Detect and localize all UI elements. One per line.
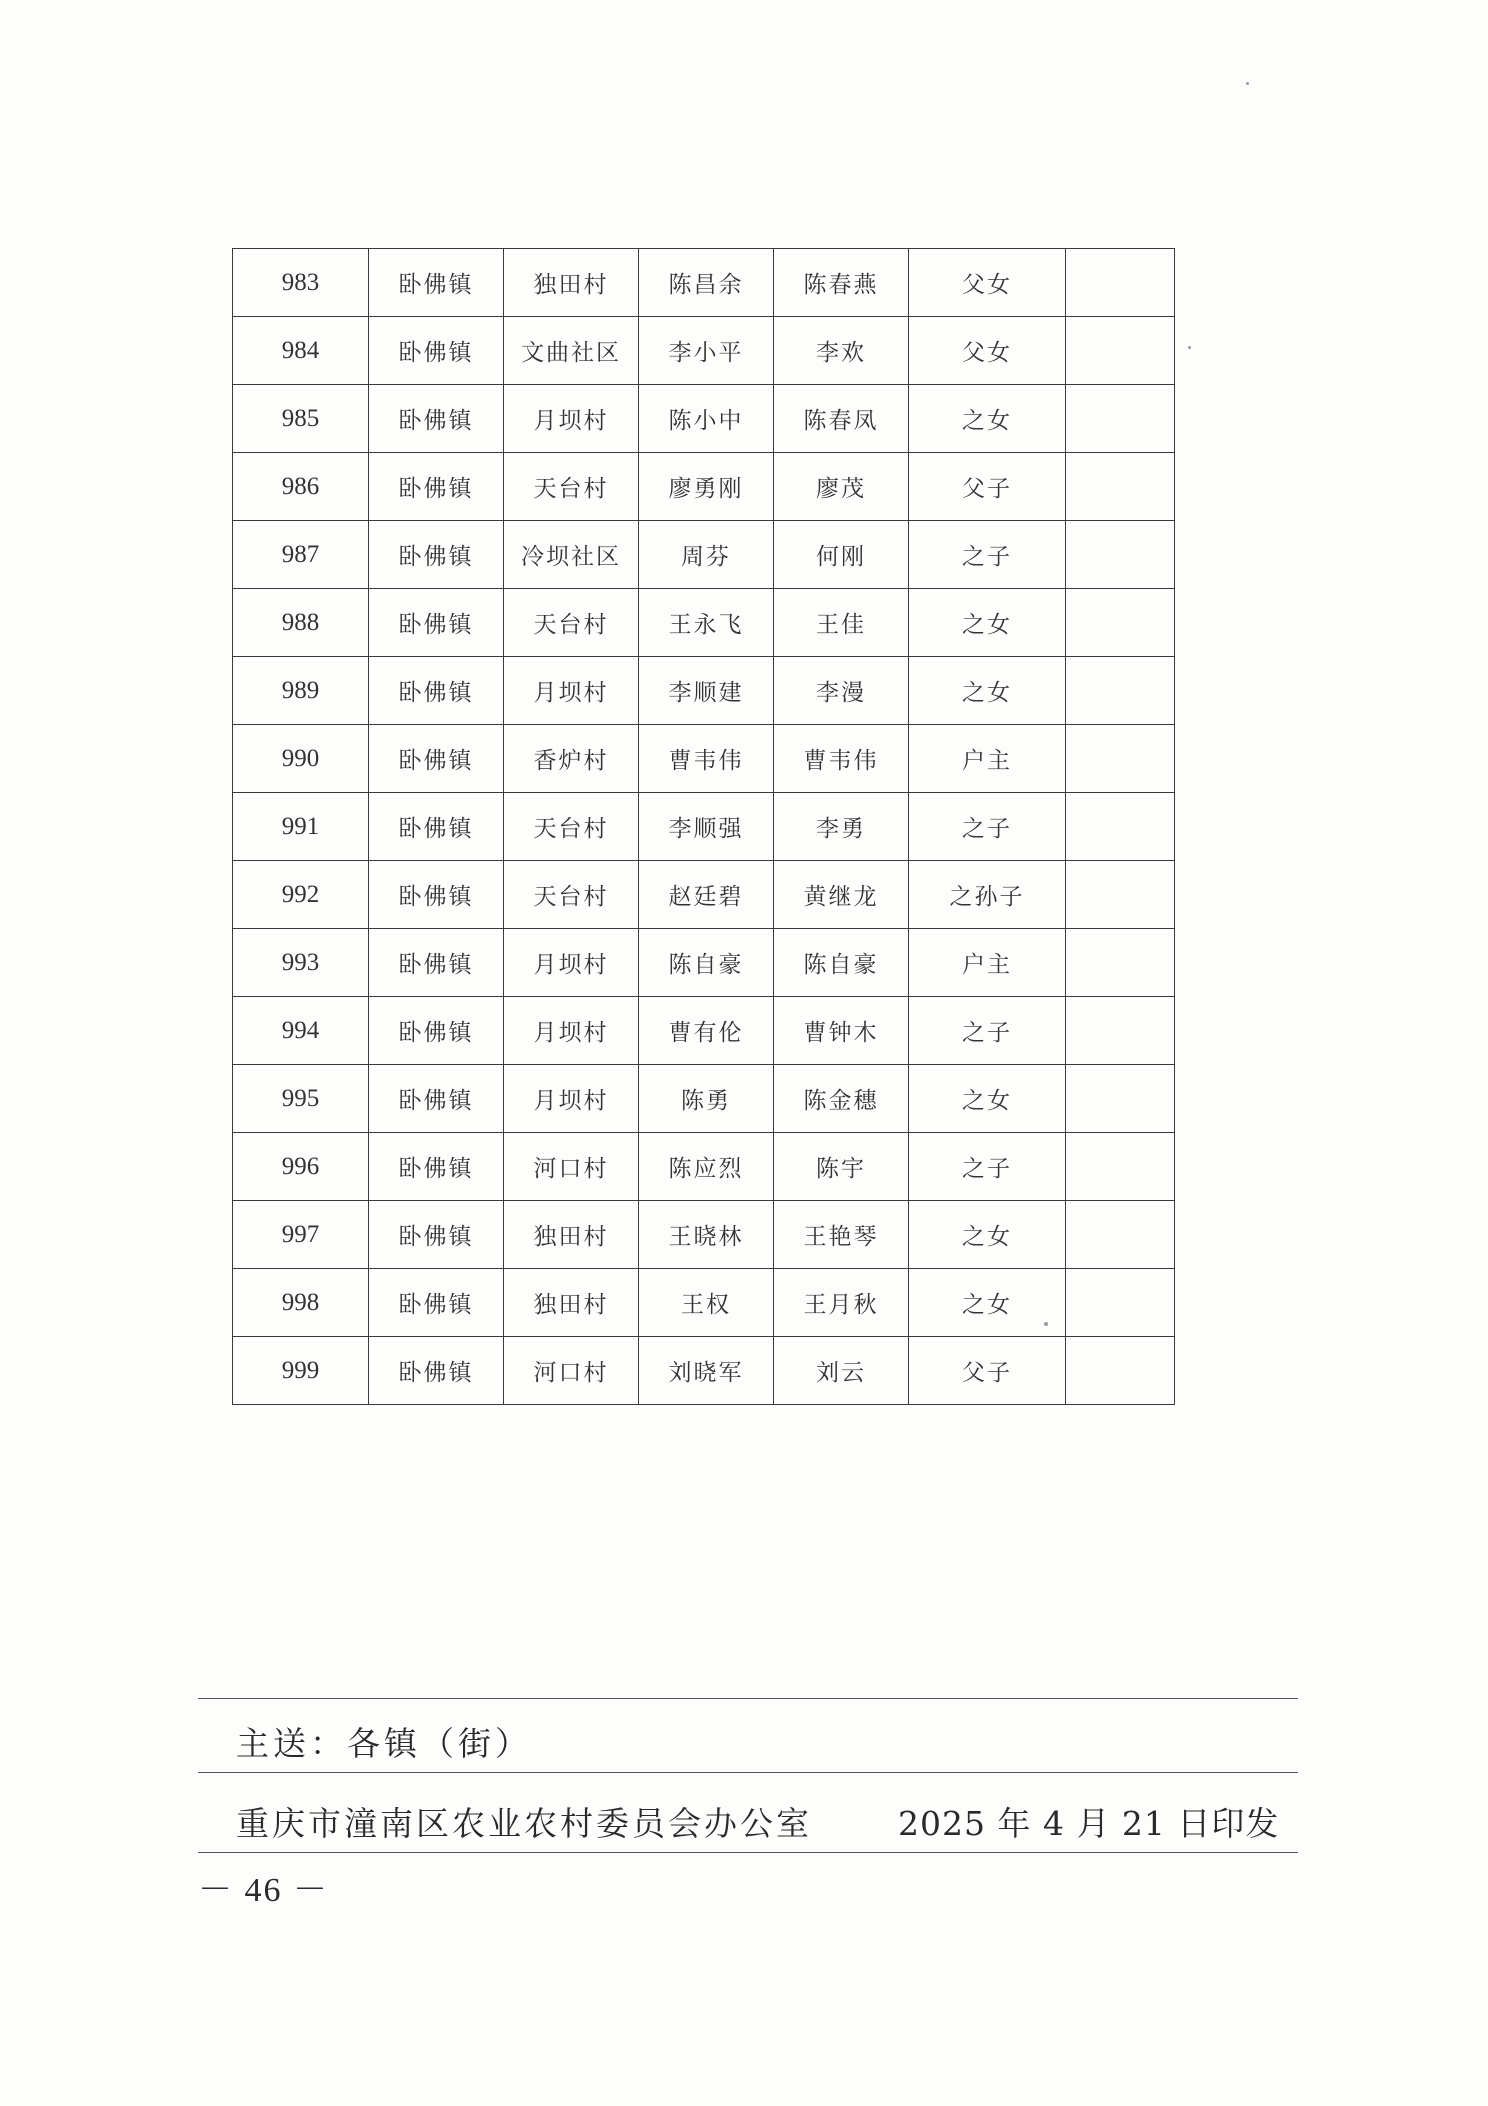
row-number-cell: 998 <box>233 1269 369 1337</box>
table-cell: 冷坝社区 <box>504 521 639 589</box>
table-cell: 曹韦伟 <box>774 725 909 793</box>
table-row <box>233 1337 1175 1405</box>
table-cell: 之孙子 <box>909 861 1066 929</box>
table-row <box>233 385 1175 453</box>
table-cell <box>1066 589 1175 657</box>
table-cell: 卧佛镇 <box>369 1337 504 1405</box>
table-row <box>233 1201 1175 1269</box>
table-cell: 天台村 <box>504 861 639 929</box>
table-cell: 卧佛镇 <box>369 1201 504 1269</box>
table-cell: 父女 <box>909 317 1066 385</box>
table-cell: 之女 <box>909 589 1066 657</box>
table-cell: 曹钟木 <box>774 997 909 1065</box>
table-cell: 父女 <box>909 249 1066 317</box>
table-cell: 之子 <box>909 1133 1066 1201</box>
table-cell: 月坝村 <box>504 1065 639 1133</box>
table-cell <box>1066 521 1175 589</box>
table-cell: 之子 <box>909 521 1066 589</box>
table-cell: 卧佛镇 <box>369 1269 504 1337</box>
table-cell: 陈昌余 <box>639 249 774 317</box>
row-number-cell: 987 <box>233 521 369 589</box>
table-cell: 李顺强 <box>639 793 774 861</box>
table-cell: 卧佛镇 <box>369 249 504 317</box>
roster-table <box>232 248 1175 1405</box>
row-number-cell: 984 <box>233 317 369 385</box>
table-cell: 卧佛镇 <box>369 929 504 997</box>
table-cell: 黄继龙 <box>774 861 909 929</box>
table-cell <box>1066 657 1175 725</box>
table-cell: 曹韦伟 <box>639 725 774 793</box>
table-cell <box>1066 1269 1175 1337</box>
table-cell: 卧佛镇 <box>369 1065 504 1133</box>
footer-top-rule <box>198 1698 1298 1699</box>
table-cell: 河口村 <box>504 1337 639 1405</box>
table-cell: 天台村 <box>504 589 639 657</box>
table-cell: 卧佛镇 <box>369 589 504 657</box>
table-cell: 卧佛镇 <box>369 521 504 589</box>
table-cell: 卧佛镇 <box>369 997 504 1065</box>
table-cell <box>1066 453 1175 521</box>
table-cell: 独田村 <box>504 1269 639 1337</box>
row-number-cell: 990 <box>233 725 369 793</box>
table-cell: 月坝村 <box>504 385 639 453</box>
row-number-cell: 991 <box>233 793 369 861</box>
row-number-cell: 994 <box>233 997 369 1065</box>
table-row <box>233 997 1175 1065</box>
row-number-cell: 996 <box>233 1133 369 1201</box>
table-cell: 廖勇刚 <box>639 453 774 521</box>
issue-date: 2025 年 4 月 21 日印发 <box>898 1804 1280 1843</box>
table-cell: 之女 <box>909 385 1066 453</box>
table-cell: 赵廷碧 <box>639 861 774 929</box>
table-cell <box>1066 997 1175 1065</box>
row-number-cell: 985 <box>233 385 369 453</box>
table-cell: 天台村 <box>504 453 639 521</box>
table-row <box>233 725 1175 793</box>
table-cell: 月坝村 <box>504 657 639 725</box>
table-cell: 户主 <box>909 725 1066 793</box>
table-row <box>233 861 1175 929</box>
send-to-line: 主送：各镇（街） <box>236 1724 532 1763</box>
table-cell: 刘晓军 <box>639 1337 774 1405</box>
table-cell: 陈自豪 <box>639 929 774 997</box>
table-cell: 文曲社区 <box>504 317 639 385</box>
row-number-cell: 992 <box>233 861 369 929</box>
table-cell: 陈自豪 <box>774 929 909 997</box>
table-cell <box>1066 249 1175 317</box>
table-cell: 王永飞 <box>639 589 774 657</box>
table-cell: 河口村 <box>504 1133 639 1201</box>
table-cell: 之子 <box>909 793 1066 861</box>
table-cell: 月坝村 <box>504 929 639 997</box>
table-cell: 之子 <box>909 997 1066 1065</box>
table-row <box>233 1065 1175 1133</box>
table-cell <box>1066 929 1175 997</box>
table-cell: 王晓林 <box>639 1201 774 1269</box>
table-cell: 卧佛镇 <box>369 453 504 521</box>
row-number-cell: 989 <box>233 657 369 725</box>
table-cell: 卧佛镇 <box>369 317 504 385</box>
table-cell <box>1066 1201 1175 1269</box>
scan-speck <box>1044 1322 1048 1326</box>
table-cell: 王权 <box>639 1269 774 1337</box>
table-row <box>233 1269 1175 1337</box>
scan-speck <box>1246 82 1249 85</box>
table-cell: 卧佛镇 <box>369 385 504 453</box>
table-cell: 卧佛镇 <box>369 725 504 793</box>
table-cell: 李勇 <box>774 793 909 861</box>
table-cell: 陈春凤 <box>774 385 909 453</box>
table-cell: 户主 <box>909 929 1066 997</box>
table-cell: 之女 <box>909 1065 1066 1133</box>
table-cell: 卧佛镇 <box>369 1133 504 1201</box>
table-cell: 何刚 <box>774 521 909 589</box>
table-cell: 月坝村 <box>504 997 639 1065</box>
table-cell: 陈宇 <box>774 1133 909 1201</box>
table-cell: 陈勇 <box>639 1065 774 1133</box>
table-cell: 陈金穗 <box>774 1065 909 1133</box>
table-cell <box>1066 793 1175 861</box>
table-row <box>233 1133 1175 1201</box>
row-number-cell: 997 <box>233 1201 369 1269</box>
table-cell <box>1066 1065 1175 1133</box>
table-cell: 卧佛镇 <box>369 793 504 861</box>
table-cell: 陈春燕 <box>774 249 909 317</box>
table-row <box>233 521 1175 589</box>
table-cell: 之女 <box>909 657 1066 725</box>
table-cell: 李欢 <box>774 317 909 385</box>
footer-bottom-rule <box>198 1852 1298 1853</box>
table-cell: 父子 <box>909 1337 1066 1405</box>
table-row <box>233 589 1175 657</box>
table-cell: 李顺建 <box>639 657 774 725</box>
table-cell: 香炉村 <box>504 725 639 793</box>
table-cell: 曹有伦 <box>639 997 774 1065</box>
row-number-cell: 999 <box>233 1337 369 1405</box>
table-cell: 王佳 <box>774 589 909 657</box>
table-cell: 之女 <box>909 1201 1066 1269</box>
table-cell: 卧佛镇 <box>369 861 504 929</box>
table-cell: 李小平 <box>639 317 774 385</box>
row-number-cell: 993 <box>233 929 369 997</box>
table-cell: 周芬 <box>639 521 774 589</box>
table-cell: 王月秋 <box>774 1269 909 1337</box>
table-cell <box>1066 861 1175 929</box>
table-cell <box>1066 1337 1175 1405</box>
roster-table-body <box>233 249 1175 1405</box>
row-number-cell: 988 <box>233 589 369 657</box>
table-cell: 王艳琴 <box>774 1201 909 1269</box>
table-row <box>233 317 1175 385</box>
table-cell <box>1066 385 1175 453</box>
row-number-cell: 986 <box>233 453 369 521</box>
row-number-cell: 983 <box>233 249 369 317</box>
table-row <box>233 453 1175 521</box>
table-cell: 卧佛镇 <box>369 657 504 725</box>
table-row <box>233 249 1175 317</box>
scan-speck <box>1188 346 1191 349</box>
table-cell: 廖茂 <box>774 453 909 521</box>
page-number: － 46 － <box>198 1872 329 1909</box>
table-row <box>233 793 1175 861</box>
table-cell: 李漫 <box>774 657 909 725</box>
table-cell: 之女 <box>909 1269 1066 1337</box>
table-cell: 陈小中 <box>639 385 774 453</box>
footer-middle-rule <box>198 1772 1298 1773</box>
row-number-cell: 995 <box>233 1065 369 1133</box>
table-cell: 独田村 <box>504 249 639 317</box>
table-row <box>233 657 1175 725</box>
table-row <box>233 929 1175 997</box>
table-cell: 陈应烈 <box>639 1133 774 1201</box>
table-cell <box>1066 317 1175 385</box>
issuing-office: 重庆市潼南区农业农村委员会办公室 <box>236 1804 812 1843</box>
table-cell: 父子 <box>909 453 1066 521</box>
table-cell: 刘云 <box>774 1337 909 1405</box>
table-cell: 天台村 <box>504 793 639 861</box>
table-cell <box>1066 1133 1175 1201</box>
table-cell: 独田村 <box>504 1201 639 1269</box>
table-cell <box>1066 725 1175 793</box>
